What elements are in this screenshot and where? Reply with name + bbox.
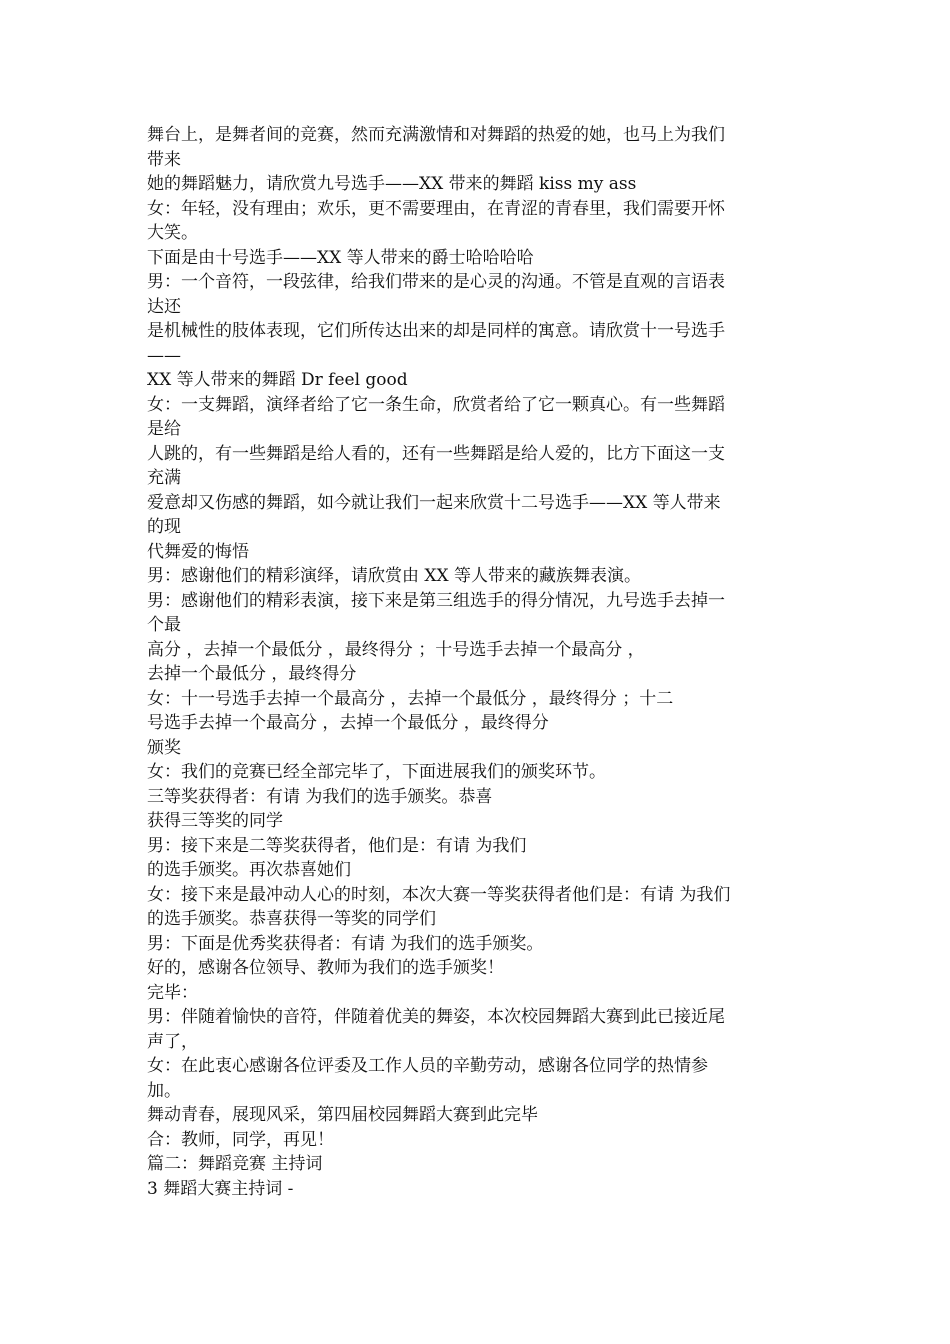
text-line: 的现 — [147, 517, 181, 537]
text-line: 女：接下来是最冲动人心的时刻，本次大赛一等奖获得者他们是：有请 为我们 — [147, 884, 731, 905]
text-line: 男：接下来是二等奖获得者，他们是：有请 为我们 — [147, 835, 527, 856]
text-line: XX 等人带来的舞蹈 Dr feel good — [147, 370, 408, 390]
text-line: 女：在此衷心感谢各位评委及工作人员的辛勤劳动，感谢各位同学的热情参 — [147, 1056, 708, 1076]
text-line: 号选手去掉一个最高分 ，去掉一个最低分 ，最终得分 — [147, 713, 549, 733]
text-line: 带来 — [147, 149, 181, 170]
text-line: 是给 — [147, 419, 181, 439]
text-line: 好的，感谢各位领导、教师为我们的选手颁奖！ — [147, 958, 504, 978]
text-line: 的选手颁奖。再次恭喜她们 — [147, 860, 351, 880]
text-line: 男：感谢他们的精彩演绎，请欣赏由 XX 等人带来的藏族舞表演。 — [147, 566, 642, 586]
text-line: 女：一支舞蹈，演绎者给了它一条生命，欣赏者给了它一颗真心。有一些舞蹈 — [147, 394, 725, 415]
text-line: 高分 ，去掉一个最低分 ，最终得分 ；十号选手去掉一个最高分 ， — [147, 639, 645, 660]
text-line: 获得三等奖的同学 — [147, 811, 283, 831]
section-heading: 颁奖 — [147, 737, 181, 758]
text-line: 女：我们的竞赛已经全部完毕了，下面进展我们的颁奖环节。 — [147, 762, 606, 782]
text-line: 舞台上，是舞者间的竞赛，然而充满激情和对舞蹈的热爱的她，也马上为我们 — [147, 125, 725, 145]
text-line: 男：感谢他们的精彩表演，接下来是第三组选手的得分情况，九号选手去掉一 — [147, 590, 725, 611]
text-line: 女：年轻，没有理由；欢乐，更不需要理由，在青涩的青春里，我们需要开怀 — [147, 198, 725, 219]
text-line: 代舞爱的悔悟 — [147, 541, 249, 562]
text-line: 下面是由十号选手——XX 等人带来的爵士哈哈哈哈 — [147, 247, 534, 268]
document-body — [147, 123, 807, 1201]
text-line: 大笑。 — [147, 223, 198, 243]
section-heading: 篇二：舞蹈竞赛 主持词 — [147, 1154, 323, 1174]
section-heading: 完毕： — [147, 982, 198, 1003]
text-line: 合：教师，同学，再见！ — [147, 1129, 334, 1150]
text-line: 爱意却又伤感的舞蹈，如今就让我们一起来欣赏十二号选手——XX 等人带来 — [147, 492, 721, 513]
text-line: 男：下面是优秀奖获得者：有请 为我们的选手颁奖。 — [147, 933, 544, 954]
text-line: 她的舞蹈魅力，请欣赏九号选手——XX 带来的舞蹈 kiss my ass — [147, 174, 637, 194]
text-line: 女：十一号选手去掉一个最高分 ，去掉一个最低分 ，最终得分 ；十二 — [147, 688, 674, 709]
text-line: 是机械性的肢体表现，它们所传达出来的却是同样的寓意。请欣赏十一号选手 — [147, 321, 725, 341]
text-line: 声了， — [147, 1031, 198, 1052]
text-line: 个最 — [147, 615, 181, 635]
text-line: 去掉一个最低分 ，最终得分 — [147, 664, 357, 684]
text-line: 3 舞蹈大赛主持词 - — [147, 1178, 294, 1199]
text-line: 男：一个音符，一段弦律，给我们带来的是心灵的沟通。不管是直观的言语表 — [147, 272, 725, 292]
text-line: 人跳的，有一些舞蹈是给人看的，还有一些舞蹈是给人爱的，比方下面这一支 — [147, 443, 725, 464]
text-line: 三等奖获得者：有请 为我们的选手颁奖。恭喜 — [147, 786, 493, 807]
text-line: 舞动青春，展现风采，第四届校园舞蹈大赛到此完毕 — [147, 1105, 538, 1125]
text-line: 的选手颁奖。恭喜获得一等奖的同学们 — [147, 909, 436, 929]
text-line: —— — [147, 345, 181, 366]
text-line: 充满 — [147, 468, 181, 488]
text-line: 达还 — [147, 296, 181, 317]
text-line: 男：伴随着愉快的音符，伴随着优美的舞姿，本次校园舞蹈大赛到此已接近尾 — [147, 1007, 725, 1027]
text-line: 加。 — [147, 1080, 181, 1101]
